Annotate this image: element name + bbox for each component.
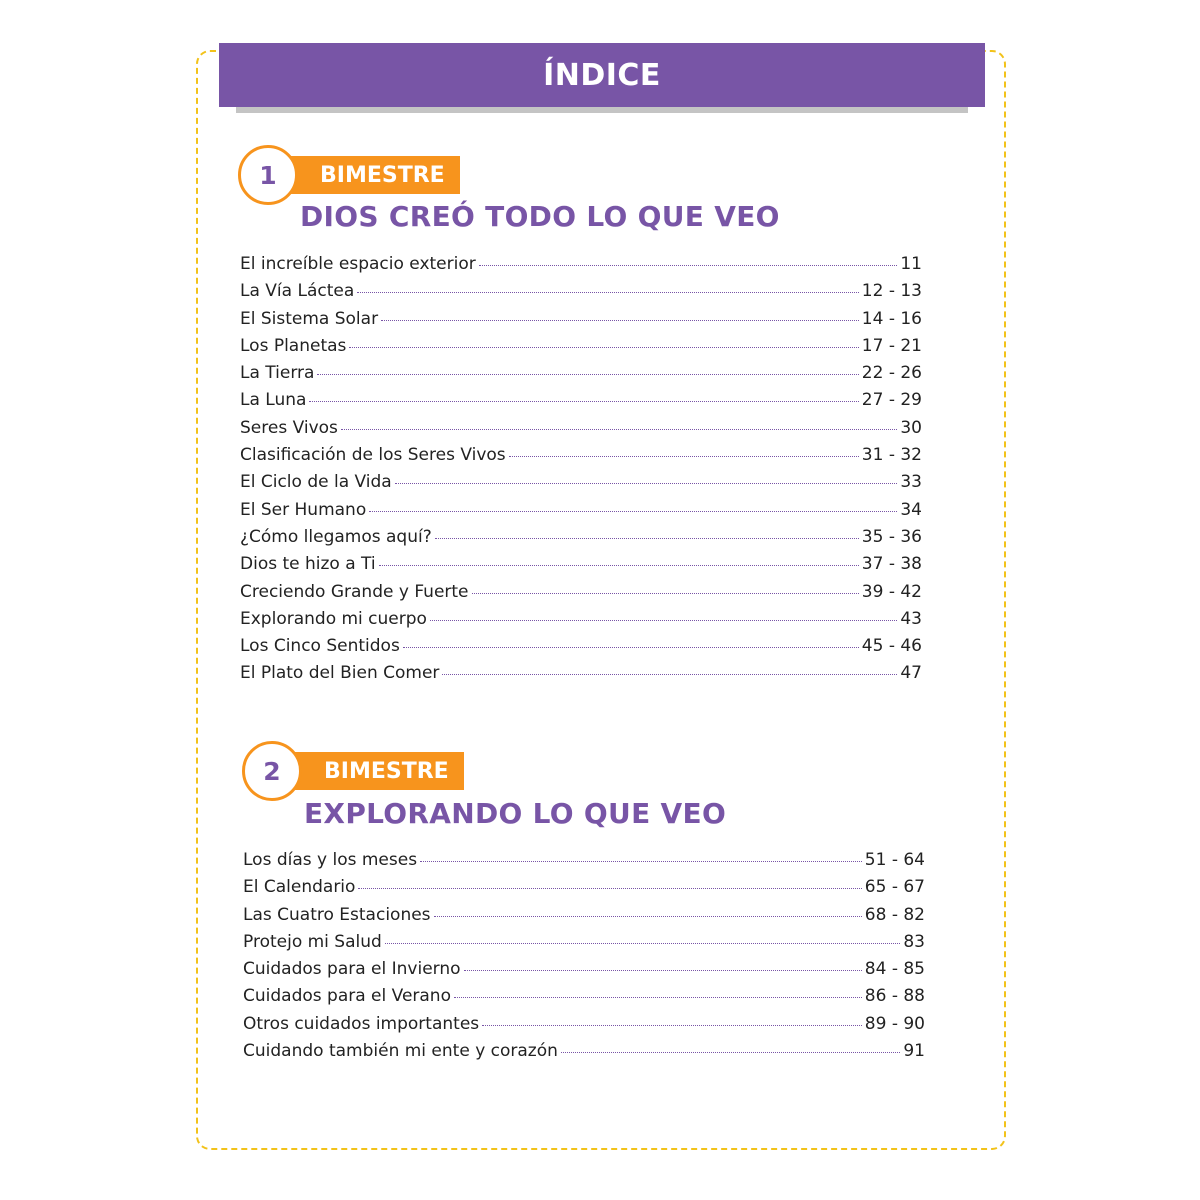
dot-leader	[381, 320, 859, 321]
toc-entry-pages: 17 - 21	[861, 335, 922, 356]
toc-entry-pages: 11	[900, 254, 922, 274]
dot-leader	[309, 401, 858, 402]
dot-leader	[482, 1025, 862, 1026]
dot-leader	[403, 647, 859, 648]
dot-leader	[385, 943, 901, 944]
toc-entry-title: El Ciclo de la Vida	[240, 472, 392, 493]
toc-entry	[243, 986, 925, 1013]
toc-entry-pages: 39 - 42	[861, 581, 922, 602]
section-number-badge: 1	[238, 145, 298, 205]
toc-entry	[243, 850, 925, 877]
toc-entry-title: Creciendo Grande y Fuerte	[240, 581, 469, 602]
toc-entry-title: El increíble espacio exterior	[240, 254, 476, 274]
toc-entry-pages: 89 - 90	[864, 1013, 925, 1034]
toc-entry-title: Cuidados para el Verano	[243, 986, 451, 1007]
toc-entry-title: Las Cuatro Estaciones	[243, 904, 431, 925]
page-title: ÍNDICE	[543, 57, 661, 93]
dot-leader	[420, 861, 862, 862]
toc-entry-pages: 34	[900, 499, 922, 520]
section-label: BIMESTRE	[320, 162, 445, 188]
toc-entry-title: La Tierra	[240, 363, 315, 384]
toc-entry-pages: 35 - 36	[861, 526, 922, 547]
toc-entry	[243, 1041, 925, 1068]
toc-entry-pages: 65 - 67	[864, 877, 925, 898]
toc-entry-pages: 84 - 85	[864, 959, 925, 980]
toc-entry-title: Cuidando también mi ente y corazón	[243, 1041, 558, 1062]
toc-entry-pages: 83	[903, 931, 925, 952]
toc-entry-pages: 22 - 26	[861, 363, 922, 384]
toc-entry-title: Otros cuidados importantes	[243, 1013, 480, 1034]
dot-leader	[341, 429, 897, 430]
toc-entry-title: Los días y los meses	[243, 850, 418, 870]
toc-entry-pages: 14 - 16	[861, 308, 922, 329]
toc-entry	[243, 932, 925, 959]
toc-entry-title: Los Cinco Sentidos	[240, 636, 400, 657]
toc-entry-pages: 68 - 82	[864, 904, 925, 925]
toc-entry-pages: 51 - 64	[864, 850, 925, 870]
toc-entry	[240, 527, 922, 554]
dot-leader	[395, 483, 898, 484]
toc-entry	[240, 418, 922, 445]
dot-leader	[479, 265, 898, 266]
toc-entry-pages: 91	[903, 1041, 925, 1062]
toc-entry-pages: 45 - 46	[861, 636, 922, 657]
dot-leader	[379, 565, 859, 566]
toc-entry	[240, 445, 922, 472]
dot-leader	[357, 292, 859, 293]
toc-entry	[240, 309, 922, 336]
toc-entry	[240, 254, 922, 281]
dot-leader	[454, 997, 862, 998]
toc-entry-title: Protejo mi Salud	[243, 931, 382, 952]
toc-entry-pages: 47	[900, 663, 922, 684]
toc-entry-pages: 86 - 88	[864, 986, 925, 1007]
dot-leader	[442, 674, 897, 675]
toc-entry	[240, 281, 922, 308]
toc-entry-title: Clasificación de los Seres Vivos	[240, 445, 506, 466]
dot-leader	[317, 374, 858, 375]
dot-leader	[434, 916, 862, 917]
toc-entry	[240, 554, 922, 581]
toc-entry-title: La Vía Láctea	[240, 281, 355, 302]
dot-leader	[472, 593, 859, 594]
toc-entry	[240, 582, 922, 609]
toc-entry	[240, 500, 922, 527]
toc-entry-title: El Ser Humano	[240, 499, 367, 520]
section-label-tag	[270, 156, 460, 194]
toc-entry-title: Cuidados para el Invierno	[243, 959, 461, 980]
toc-entry	[240, 390, 922, 417]
section-label-tag	[274, 752, 464, 790]
section-label: BIMESTRE	[324, 758, 449, 784]
toc-entry	[240, 663, 922, 690]
dot-leader	[430, 620, 897, 621]
toc-entry	[243, 1014, 925, 1041]
toc-entry-pages: 30	[900, 417, 922, 438]
toc-entry	[243, 959, 925, 986]
toc-entry-title: El Calendario	[243, 877, 356, 898]
toc-entry-title: Los Planetas	[240, 335, 347, 356]
toc-entry-title: Explorando mi cuerpo	[240, 608, 427, 629]
toc-entry-pages: 27 - 29	[861, 390, 922, 411]
toc-entry-pages: 12 - 13	[861, 281, 922, 302]
toc-entry-pages: 31 - 32	[861, 445, 922, 466]
section-title: DIOS CREÓ TODO LO QUE VEO	[300, 200, 780, 233]
toc-entry-title: ¿Cómo llegamos aquí?	[240, 526, 432, 547]
toc-entry-title: El Sistema Solar	[240, 308, 379, 329]
dot-leader	[349, 347, 858, 348]
toc-entry-pages: 37 - 38	[861, 554, 922, 575]
section-number-badge: 2	[242, 741, 302, 801]
toc-entry-title: La Luna	[240, 390, 307, 411]
toc-entry	[240, 363, 922, 390]
toc-entry	[243, 905, 925, 932]
toc-entry	[240, 472, 922, 499]
dot-leader	[358, 888, 861, 889]
dot-leader	[561, 1052, 900, 1053]
toc-entry-title: El Plato del Bien Comer	[240, 663, 440, 684]
toc-entry	[240, 609, 922, 636]
dot-leader	[435, 538, 859, 539]
dot-leader	[369, 511, 897, 512]
section-title: EXPLORANDO LO QUE VEO	[304, 797, 727, 830]
header-bar	[219, 43, 985, 107]
toc-list	[240, 254, 922, 691]
toc-entry	[243, 877, 925, 904]
toc-entry-title: Dios te hizo a Ti	[240, 554, 376, 575]
dot-leader	[509, 456, 859, 457]
toc-entry	[240, 336, 922, 363]
toc-entry-title: Seres Vivos	[240, 417, 338, 438]
toc-entry-pages: 33	[900, 472, 922, 493]
toc-entry-pages: 43	[900, 608, 922, 629]
toc-entry	[240, 636, 922, 663]
toc-list	[243, 850, 925, 1068]
dot-leader	[464, 970, 862, 971]
